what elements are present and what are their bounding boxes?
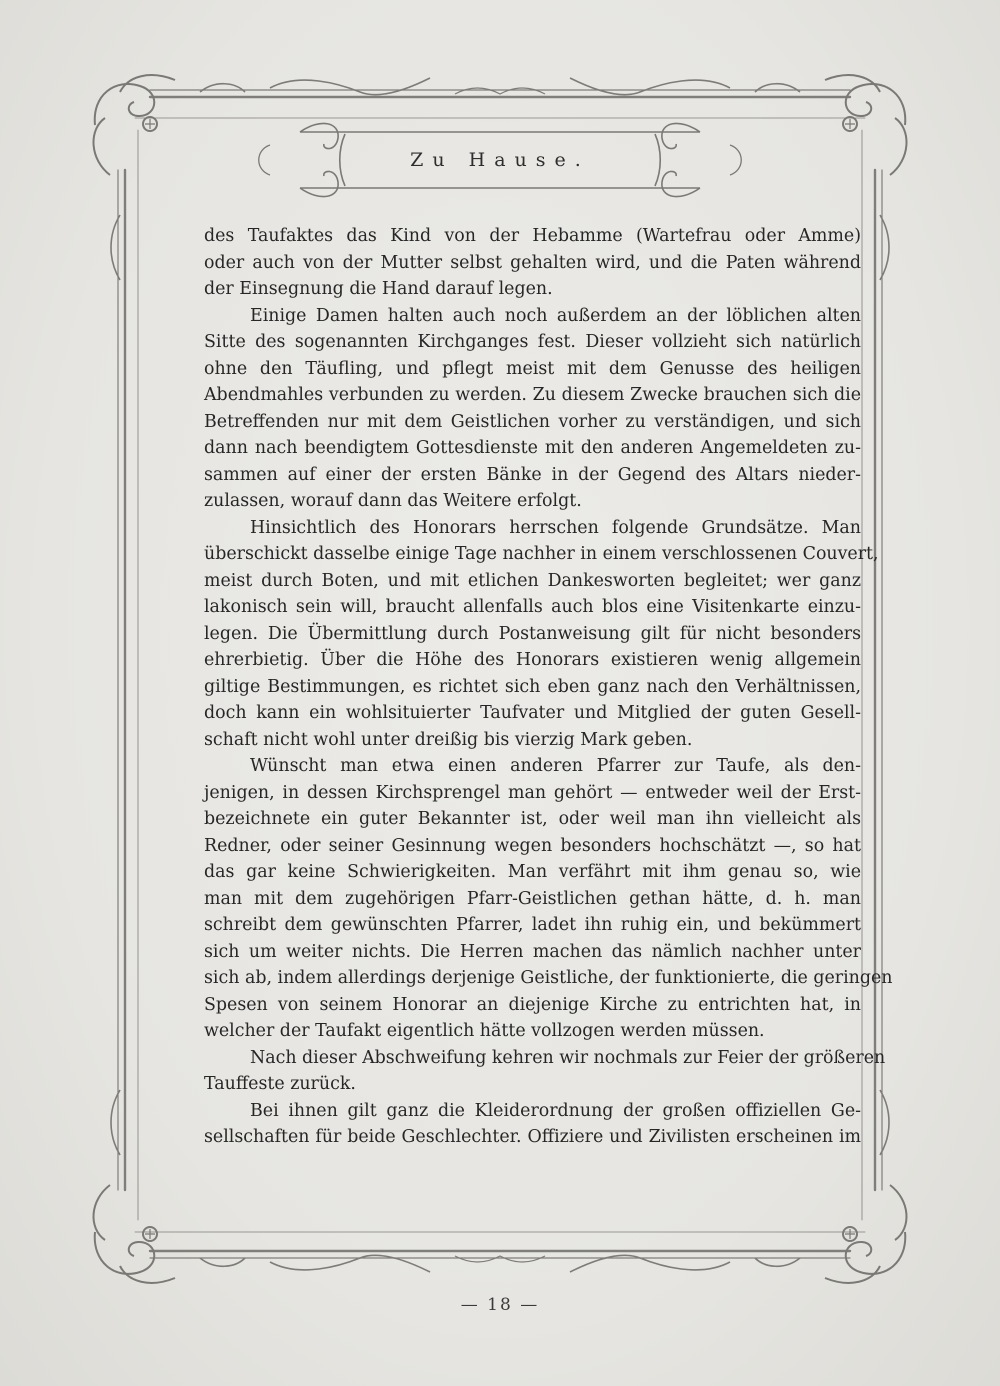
text-line: Hinsichtlich des Honorars herrschen folgende Grundsätze. Man bbox=[250, 517, 861, 538]
text-line: bezeichnete ein guter Bekannter ist, oder weil man ihn vielleicht als bbox=[204, 809, 861, 829]
text-line: zulassen, worauf dann das Weitere erfolgt. bbox=[204, 491, 582, 511]
text-line: des Taufaktes das Kind von der Hebamme (Wartefrau oder Amme) bbox=[204, 226, 861, 246]
text-line: ehrerbietig. Über die Höhe des Honorars existieren wenig allgemein bbox=[204, 650, 861, 670]
text-line: Redner, oder seiner Gesinnung wegen besonders hochschätzt —, so hat bbox=[204, 835, 861, 856]
text-line: giltige Bestimmungen, es richtet sich eben ganz nach den Verhältnissen, bbox=[204, 676, 861, 697]
text-line: doch kann ein wohlsituierter Taufvater und Mitglied der guten Gesell- bbox=[204, 703, 861, 723]
text-line: sich ab, indem allerdings derjenige Geistliche, der funktionierte, die geringen bbox=[204, 968, 893, 988]
text-line: Einige Damen halten auch noch außerdem an der löblichen alten bbox=[250, 305, 861, 326]
text-line: überschickt dasselbe einige Tage nachher in einem verschlossenen Couvert, bbox=[204, 544, 879, 564]
text-line: sellschaften für beide Geschlechter. Offiziere und Zivilisten erscheinen im bbox=[204, 1127, 861, 1147]
text-line: legen. Die Übermittlung durch Postanweisung gilt für nicht besonders bbox=[204, 623, 861, 644]
text-line: Spesen von seinem Honorar an diejenige Kirche zu entrichten hat, in bbox=[204, 994, 861, 1015]
text-line: meist durch Boten, und mit etlichen Dankesworten begleitet; wer ganz bbox=[204, 570, 861, 591]
text-line: lakonisch sein will, braucht allenfalls auch blos eine Visitenkarte einzu- bbox=[204, 597, 861, 617]
text-line: der Einsegnung die Hand darauf legen. bbox=[204, 279, 553, 299]
text-line: schaft nicht wohl unter dreißig bis vierzig Mark geben. bbox=[204, 729, 693, 750]
running-head-title: Zu Hause. bbox=[410, 149, 590, 171]
text-line: ohne den Täufling, und pflegt meist mit dem Genusse des heiligen bbox=[204, 358, 861, 379]
text-line: Bei ihnen gilt ganz die Kleiderordnung der großen offiziellen Ge- bbox=[250, 1100, 861, 1121]
text-line: jenigen, in dessen Kirchsprengel man gehört — entweder weil der Erst- bbox=[204, 782, 861, 803]
text-line: Tauffeste zurück. bbox=[204, 1074, 356, 1094]
text-line: Betreffenden nur mit dem Geistlichen vorher zu verständigen, und sich bbox=[204, 411, 861, 432]
text-line: sich um weiter nichts. Die Herren machen das nämlich nachher unter bbox=[204, 941, 861, 962]
text-line: dann nach beendigtem Gottesdienste mit den anderen Angemeldeten zu- bbox=[204, 438, 861, 458]
text-line: sammen auf einer der ersten Bänke in der Gegend des Altars nieder- bbox=[204, 464, 861, 485]
text-line: oder auch von der Mutter selbst gehalten wird, und die Paten während bbox=[204, 252, 861, 273]
text-line: schreibt dem gewünschten Pfarrer, ladet ihn ruhig ein, und bekümmert bbox=[204, 915, 861, 935]
text-line: Sitte des sogenannten Kirchganges fest. Dieser vollzieht sich natürlich bbox=[204, 332, 861, 352]
text-line: Wünscht man etwa einen anderen Pfarrer zur Taufe, als den- bbox=[250, 756, 861, 776]
text-line: das gar keine Schwierigkeiten. Man verfährt mit ihm genau so, wie bbox=[204, 862, 861, 882]
text-line: Abendmahles verbunden zu werden. Zu diesem Zwecke brauchen sich die bbox=[204, 385, 861, 405]
text-line: Nach dieser Abschweifung kehren wir nochmals zur Feier der größeren bbox=[250, 1047, 886, 1068]
page-number: — 18 — bbox=[460, 1295, 540, 1315]
text-line: man mit dem zugehörigen Pfarr-Geistlichen gethan hätte, d. h. man bbox=[204, 888, 861, 909]
body-text bbox=[204, 223, 893, 1151]
text-line: welcher der Taufakt eigentlich hätte vollzogen werden müssen. bbox=[204, 1021, 765, 1041]
